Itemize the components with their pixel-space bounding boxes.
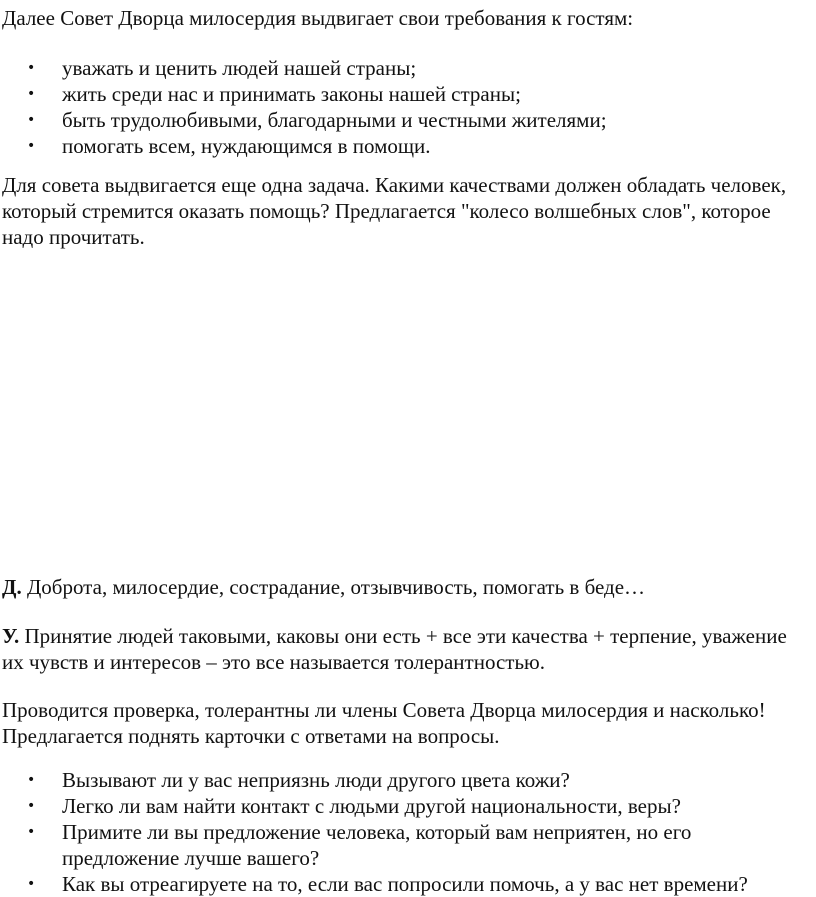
questions-list xyxy=(0,767,800,897)
check-paragraph: Проводится проверка, толерантны ли члены Совета Дворца милосердия и насколько! Предлагается поднять карточки с ответами на вопросы. xyxy=(2,698,766,748)
list-item: • Примите ли вы предложение человека, который вам неприятен, но его предложение лучше вашего? xyxy=(0,819,800,871)
list-item: • помогать всем, нуждающимся в помощи. xyxy=(0,133,800,159)
list-item: • уважать и ценить людей нашей страны; xyxy=(0,55,800,81)
answer-d-text: Доброта, милосердие, сострадание, отзывчивость, помогать в беде… xyxy=(21,575,646,599)
list-item: • быть трудолюбивыми, благодарными и честными жителями; xyxy=(0,107,800,133)
answer-d-label: Д. xyxy=(2,575,22,599)
intro-paragraph: Далее Совет Дворца милосердия выдвигает свои требования к гостям: xyxy=(2,6,634,30)
answer-u-text: Принятие людей таковыми, каковы они есть + все эти качества + терпение, уважение их чувств и интересов – это все называется толерантностью. xyxy=(2,624,787,674)
task-paragraph: Для совета выдвигается еще одна задача. Какими качествами должен обладать человек, который стремится оказать помощь? Предлагается "колесо волшебных слов", которое надо прочитать. xyxy=(2,173,787,249)
answer-u-paragraph xyxy=(2,623,802,675)
list-item: • Легко ли вам найти контакт с людьми другой национальности, веры? xyxy=(0,793,800,819)
answer-d-paragraph xyxy=(2,574,802,600)
list-item: • Как вы отреагируете на то, если вас попросили помочь, а у вас нет времени? xyxy=(0,871,800,897)
answer-u-label: У. xyxy=(2,624,20,648)
list-item: • Вызывают ли у вас неприязнь люди другого цвета кожи? xyxy=(0,767,800,793)
requirements-list xyxy=(0,55,800,159)
list-item: • жить среди нас и принимать законы нашей страны; xyxy=(0,81,800,107)
